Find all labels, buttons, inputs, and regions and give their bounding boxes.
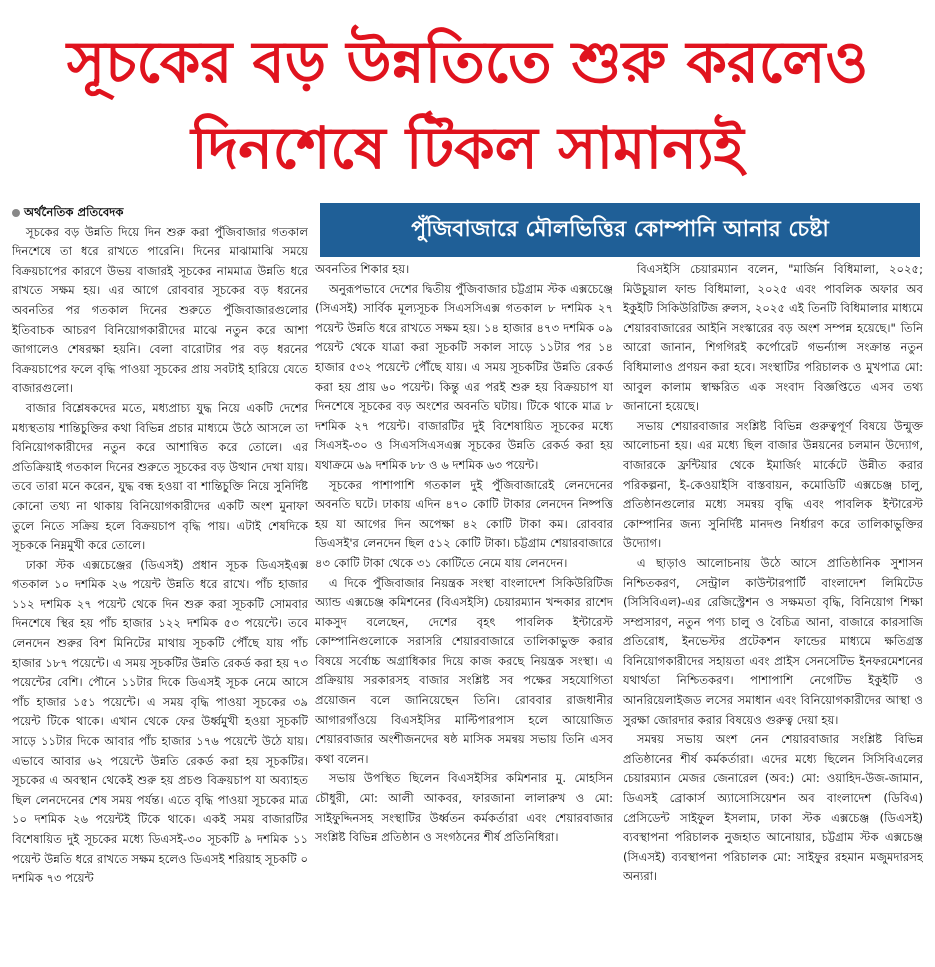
headline-line-2: দিনশেষে টিকল সামান্যই (191, 114, 744, 182)
article-column-3 (623, 260, 923, 960)
subheadline-banner: পুঁজিবাজারে মৌলভিত্তির কোম্পানি আনার চেষ্টা (320, 203, 920, 257)
paragraph: বাজার বিশ্লেষকদের মতে, মধ্যপ্রাচ্য যুদ্ধ নিয়ে একটি দেশের মধ্যস্থতায় শান্তিচুক্তির কথা বিভিন্ন প্রচার মাধ্যমে উঠে আসলে তা বিনিয়োগকারীদের নতুন করে আশান্বিত করে তোলে। এর প্রতিক্রিয়াই গতকাল দিনের শুরুতে সূচকের বড় উত্থান দেখা যায়। তবে তারা মনে করেন, যুদ্ধ বন্ধ হওয়া বা শান্তিচুক্তি নিয়ে সুনির্দিষ্ট কোনো তথ্য না থাকায় বিনিয়োগকারীদের একটি অংশ মুনাফা তুলে নিতে সক্রিয় হলে বিক্রয়চাপ বৃদ্ধি পায়। এটাই শেষদিকে সূচককে নিম্নমুখী করে তোলে। (12, 400, 308, 553)
article-column-1 (12, 203, 308, 961)
paragraph: বিএসইসি চেয়ারম্যান বলেন, "মার্জিন বিধিমালা, ২০২৫; মিউচুয়াল ফান্ড বিধিমালা, ২০২৫ এবং পাবলিক অফার অব ইকুইটি সিকিউরিটিজ রুলস, ২০২৫ এই তিনটি বিধিমালার মাধ্যমে শেয়ারবাজারের আইনি সংস্কারের বড় অংশ সম্পন্ন হয়েছে।" তিনি আরো জানান, শিগগিরই কর্পোরেট গভর্ন্যান্স সংক্রান্ত নতুন বিধিমালাও প্রণয়ন করা হবে। সংস্থাটির পরিচালক ও মুখপাত্র মো: আবুল কালাম স্বাক্ষরিত এক সংবাদ বিজ্ঞপ্তিতে এসব তথ্য জানানো হয়েছে। (623, 262, 923, 414)
byline (12, 203, 308, 223)
paragraph: সূচকের পাশাপাশি গতকাল দুই পুঁজিবাজারেই লেনদেনের অবনতি ঘটে। ঢাকায় এদিন ৪৭০ কোটি টাকার লেনদেন নিষ্পত্তি হয় যা আগের দিন অপেক্ষা ৪২ কোটি টাকা কম। রোববার ডিএসই'র লেনদেন ছিল ৫১২ কোটি টাকা। চট্টগ্রাম শেয়ারবাজারে ৪৩ কোটি টাকা থেকে ৩১ কোটিতে নেমে যায় লেনদেন। (315, 477, 613, 570)
paragraph: এ ছাড়াও আলোচনায় উঠে আসে প্রাতিষ্ঠানিক সুশাসন নিশ্চিতকরণ, সেন্ট্রাল কাউন্টারপার্টি বাংলাদেশ লিমিটেড (সিসিবিএল)-এর রেজিস্ট্রেশন ও সক্ষমতা বৃদ্ধি, বিনিয়োগ শিক্ষা সম্প্রসারণ, নতুন পণ্য চালু ও বৈচিত্র আনা, বাজারে কারসাজি প্রতিরোধ, ইনভেস্টর প্রটেকশন ফান্ডের মাধ্যমে ক্ষতিগ্রস্ত বিনিয়োগকারীদের সহায়তা এবং প্রাইস সেনসেটিভ ইনফরমেশনের যথার্থতা নিশ্চিতকরণ। পাশাপাশি নেগেটিভ ইকুইটি ও আনরিয়েলাইজড লসের সমাধান এবং বিনিয়োগকারীদের আস্থা ও সুরক্ষা জোরদার করার বিষয়েও গুরুত্ব দেয়া হয়। (623, 555, 923, 727)
paragraph: অবনতির শিকার হয়। (315, 262, 410, 276)
bullet-icon (12, 209, 20, 217)
paragraph: সভায় শেয়ারবাজার সংশ্লিষ্ট বিভিন্ন গুরুত্বপূর্ণ বিষয়ে উন্মুক্ত আলোচনা হয়। এর মধ্যে ছিল বাজার উন্নয়নের চলমান উদ্যোগ, বাজারকে ফ্রন্টিয়ার থেকে ইমার্জিং মার্কেটে উন্নীত করার পরিকল্পনা, ই-কেওয়াইসি বাস্তবায়ন, কমোডিটি এক্সচেঞ্জ চালু, প্রতিষ্ঠানগুলোর মধ্যে সমন্বয় বৃদ্ধি এবং পাবলিক ইন্টারেস্ট কোম্পানির জন্য সুনির্দিষ্ট মানদণ্ড নির্ধারণ করে তালিকাভুক্তির উদ্যোগ। (623, 418, 923, 551)
paragraph: সভায় উপস্থিত ছিলেন বিএসইসির কমিশনার মু. মোহসিন চৌধুরী, মো: আলী আকবর, ফারজানা লালারুখ ও মো: সাইফুদ্দিনসহ সংস্থাটির উর্ধ্বতন কর্মকর্তারা এবং শেয়ারবাজার সংশ্লিষ্ট বিভিন্ন প্রতিষ্ঠান ও সংগঠনের শীর্ষ প্রতিনিধিরা। (315, 771, 613, 845)
paragraph: সমন্বয় সভায় অংশ নেন শেয়ারবাজার সংশ্লিষ্ট বিভিন্ন প্রতিষ্ঠানের শীর্ষ কর্মকর্তারা। এদের মধ্যে ছিলেন সিসিবিএলের চেয়ারম্যান মেজর জেনারেল (অব:) মো: ওয়াহিদ-উজ-জামান, ডিএসই ব্রোকার্স অ্যাসোসিয়েশন অব বাংলাদেশ (ডিবিএ) প্রেসিডেন্ট সাইফুল ইসলাম, ঢাকা স্টক এক্সচেঞ্জ (ডিএসই) ব্যবস্থাপনা পরিচালক নুজহাত আনোয়ার, চট্টগ্রাম স্টক এক্সচেঞ্জ (সিএসই) ব্যবস্থাপনা পরিচালক মো: সাইফুর রহমান মজুমদারসহ অন্যরা। (623, 732, 923, 884)
paragraph: এ দিকে পুঁজিবাজার নিয়ন্ত্রক সংস্থা বাংলাদেশ সিকিউরিটিজ অ্যান্ড এক্সচেঞ্জ কমিশনের (বিএসইসি) চেয়ারম্যান খন্দকার রাশেদ মাকসুদ বলেছেন, দেশের বৃহৎ পাবলিক ইন্টারেস্ট কোম্পানিগুলোকে সরাসরি শেয়ারবাজারে তালিকাভুক্ত করার বিষয়ে সর্বোচ্চ অগ্রাধিকার দিয়ে কাজ করছে নিয়ন্ত্রক সংস্থা। এ প্রক্রিয়ায় সরকারসহ বাজার সংশ্লিষ্ট সব পক্ষের সহযোগিতা প্রয়োজন বলে জানিয়েছেন তিনি। রোববার রাজধানীর আগারগাঁওয়ে বিএসইসির মাল্টিপারপাস হলে আয়োজিত শেয়ারবাজার অংশীজনদের ষষ্ঠ মাসিক সমন্বয় সভায় তিনি এসব কথা বলেন। (315, 575, 613, 766)
article-column-2 (315, 260, 613, 960)
paragraph: অনুরূপভাবে দেশের দ্বিতীয় পুঁজিবাজার চট্টগ্রাম স্টক এক্সচেঞ্জে (সিএসই) সার্বিক মূল্যসূচক সিএসসিএক্স গতকাল ৮ দশমিক ২৭ পয়েন্ট উন্নতি ধরে রাখতে সক্ষম হয়। ১৪ হাজার ৪৭৩ দশমিক ০৯ পয়েন্ট থেকে যাত্রা করা সূচকটি সকাল সাড়ে ১১টার পর ১৪ হাজার ৫৩২ পয়েন্টে পৌঁছে যায়। এ সময় সূচকটির উন্নতি রেকর্ড করা হয় প্রায় ৬০ পয়েন্ট। কিন্তু এর পরই শুরু হয় বিক্রয়চাপ যা দিনশেষে সূচকের বড় অংশের অবনতি ঘটায়। টিকে থাকে মাত্র ৮ দশমিক ২৭ পয়েন্ট। বাজারটির দুই বিশেষায়িত সূচকের মধ্যে সিএসই-৩০ ও সিএসসিএসএক্স সূচকের উন্নতি রেকর্ড করা হয় যথাক্রমে ৬৯ দশমিক ৮৮ ও ৬ দশমিক ৬৩ পয়েন্ট। (315, 281, 613, 472)
paragraph: সূচকের বড় উন্নতি দিয়ে দিন শুরু করা পুঁজিবাজার গতকাল দিনশেষে তা ধরে রাখতে পারেনি। দিনের মাঝামাঝি সময়ে বিক্রয়চাপের কারণে উভয় বাজারই সূচকের নামমাত্র উন্নতি ধরে রাখতে সক্ষম হয়। এর আগে রোববার সূচকের বড় ধরনের অবনতির পর গতকাল দিনের শুরুতে পুঁজিবাজারগুলোর ইতিবাচক আচরণ বিনিয়োগকারীদের মাঝে নতুন করে আশা জাগালেও শেষরক্ষা হয়নি। বেলা বারোটার পর বড় ধরনের বিক্রয়চাপের ফলে বৃদ্ধি পাওয়া সূচকের প্রায় সবটাই হারিয়ে যেতে বাজারগুলো। (12, 224, 308, 396)
headline-line-1: সূচকের বড় উন্নতিতে শুরু করলেও (66, 28, 869, 96)
byline-text: অর্থনৈতিক প্রতিবেদক (24, 205, 124, 219)
paragraph: ঢাকা স্টক এক্সচেঞ্জের (ডিএসই) প্রধান সূচক ডিএসইএক্স গতকাল ১০ দশমিক ২৬ পয়েন্ট উন্নতি ধরে রাখে। পাঁচ হাজার ১১২ দশমিক ২৭ পয়েন্ট থেকে দিন শুরু করা সূচকটি সোমবার দিনশেষে স্থির হয় পাঁচ হাজার ১২২ দশমিক ৫৩ পয়েন্টে। তবে লেনদেন শুরুর বিশ মিনিটের মাথায় সূচকটি পৌঁছে যায় পাঁচ হাজার ১৮৭ পয়েন্টে। এ সময় সূচকটির উন্নতি রেকর্ড করা হয় ৭৩ পয়েন্টের বেশি। পৌনে ১১টার দিকে ডিএসই সূচক নেমে আসে পাঁচ হাজার ১৫১ পয়েন্টে। এ সময় বৃদ্ধি পাওয়া সূচকের ৩৯ পয়েন্ট টিকে থাকে। এখান থেকে ফের উর্ধ্বমুখী হওয়া সূচকটি সাড়ে ১১টার দিকে আবার পাঁচ হাজার ১৭৬ পয়েন্টে উঠে যায়। এভাবে আবার ৬২ পয়েন্টে উন্নতি রেকর্ড করা হয় সূচকটির। সূচকের এ অবস্থান থেকেই শুরু হয় প্রচণ্ড বিক্রয়চাপ যা অব্যাহত ছিল লেনদেনের শেষ সময় পর্যন্ত। এতে বৃদ্ধি পাওয়া সূচকের মাত্র ১০ দশমিক ২৬ পয়েন্টই টিকে থাকে। একই সময় বাজারটির বিশেষায়িত দুই সূচকের মধ্যে ডিএসই-৩০ সূচকটি ৯ দশমিক ১১ পয়েন্ট উন্নতি ধরে রাখতে সক্ষম হলেও ডিএসই শরিয়াহ সূচকটি ০ দশমিক ৭৩ পয়েন্ট (12, 557, 308, 886)
